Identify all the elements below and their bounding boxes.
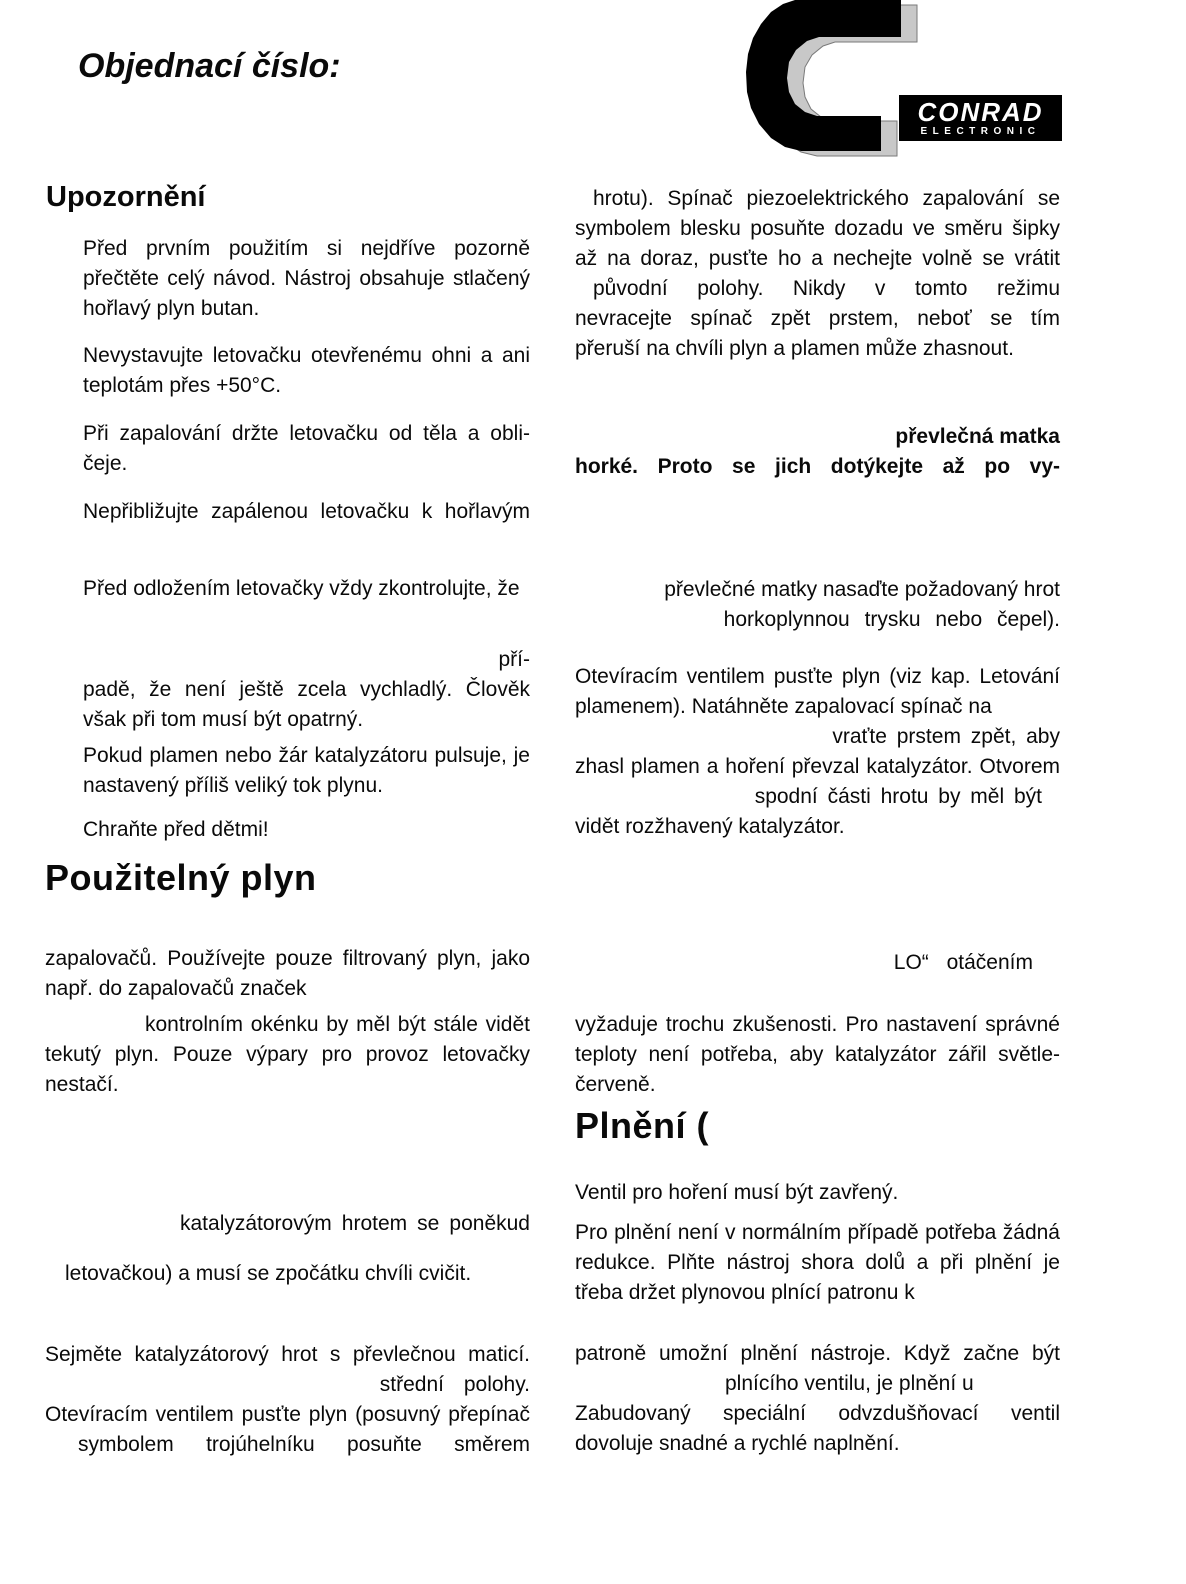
paragraph-line: patroně umožní plnění nástroje. Když začne být bbox=[575, 1342, 1060, 1365]
paragraph: vyžaduje trochu zkušenosti. Pro nastavení správné teploty není potřeba, aby katalyzátor zářil světle-červeně. bbox=[575, 1013, 1060, 1096]
paragraph-line: dovoluje snadné a rychlé naplnění. bbox=[575, 1432, 900, 1455]
paragraph-fragment: převlečná matka bbox=[895, 425, 1060, 448]
paragraph-line: přeruší na chvíli plyn a plamen může zhasnout. bbox=[575, 337, 1014, 360]
order-number-label: Objednací číslo: bbox=[78, 47, 341, 85]
paragraph-line: spodní části hrotu by měl být bbox=[754, 785, 1042, 808]
conrad-brand-text: CONRAD bbox=[917, 96, 1044, 127]
paragraph: Ventil pro hoření musí být zavřený. bbox=[575, 1181, 899, 1204]
paragraph-line: Sejměte katalyzátorový hrot s převlečnou maticí. bbox=[45, 1343, 530, 1366]
paragraph-line: kontrolním okénku by měl být stále vidět bbox=[145, 1013, 530, 1036]
warning-paragraph: Pokud plamen nebo žár katalyzátoru pulsuje, je nastavený příliš veliký tok plynu. bbox=[83, 744, 530, 797]
paragraph-line: vidět rozžhavený katalyzátor. bbox=[575, 815, 845, 838]
paragraph-line: plnícího ventilu, je plnění u bbox=[725, 1372, 974, 1395]
paragraph-line: hrotu). Spínač piezoelektrického zapalování se bbox=[593, 187, 1060, 210]
conrad-electronic-text: ELECTRONIC bbox=[920, 125, 1041, 137]
warning-paragraph: Nepřibližujte zapálenou letovačku k hořlavým bbox=[83, 500, 530, 523]
paragraph-line: až na doraz, pusťte ho a nechejte volně se vrátit bbox=[575, 247, 1060, 270]
paragraph: Pro plnění není v normálním případě potřeba žádná redukce. Plňte nástroj shora dolů a při plnění je třeba držet plynovou plnící patronu k bbox=[575, 1221, 1060, 1304]
paragraph-fragment: pří- bbox=[498, 648, 530, 671]
paragraph-line: katalyzátorovým hrotem se poněkud bbox=[180, 1212, 530, 1235]
paragraph-line: horkoplynnou trysku nebo čepel). bbox=[723, 608, 1060, 631]
warnings-heading: Upozornění bbox=[46, 181, 206, 213]
paragraph-line: původní polohy. Nikdy v tomto režimu bbox=[593, 277, 1060, 300]
warning-paragraph: padě, že není ještě zcela vychladlý. Člověk však při tom musí být opatrný. bbox=[83, 678, 530, 731]
paragraph-line: Otevíracím ventilem pusťte plyn (posuvný přepínač bbox=[45, 1403, 530, 1426]
paragraph-line: symbolem trojúhelníku posuňte směrem bbox=[78, 1433, 530, 1456]
paragraph-line: letovačkou) a musí se zpočátku chvíli cvičit. bbox=[65, 1262, 472, 1285]
paragraph: zapalovačů. Používejte pouze filtrovaný plyn, jako např. do zapalovačů značek bbox=[45, 947, 530, 1000]
paragraph-line: horké. Proto se jich dotýkejte až po vy- bbox=[575, 455, 1060, 478]
warning-paragraph: Při zapalování držte letovačku od těla a obli-čeje. bbox=[83, 422, 530, 475]
paragraph-line: střední polohy. bbox=[379, 1373, 530, 1396]
warning-paragraph: Před odložením letovačky vždy zkontrolujte, že bbox=[83, 577, 520, 600]
paragraph-line: plamenem). Natáhněte zapalovací spínač na bbox=[575, 695, 992, 718]
paragraph-line: zhasl plamen a hoření převzal katalyzátor. Otvorem bbox=[575, 755, 1060, 778]
paragraph-line: vraťte prstem zpět, aby bbox=[832, 725, 1060, 748]
paragraph-line: převlečné matky nasaďte požadovaný hrot bbox=[664, 578, 1060, 601]
conrad-wordmark bbox=[899, 95, 1062, 141]
paragraph-line: Zabudovaný speciální odvzdušňovací ventil bbox=[575, 1402, 1060, 1425]
filling-heading: Plnění ( bbox=[575, 1105, 710, 1146]
usable-gas-heading: Použitelný plyn bbox=[45, 857, 317, 898]
paragraph: tekutý plyn. Pouze výpary pro provoz letovačky nestačí. bbox=[45, 1043, 530, 1096]
paragraph-line: symbolem blesku posuňte dozadu ve směru šipky bbox=[575, 217, 1060, 240]
warning-paragraph: Nevystavujte letovačku otevřenému ohni a ani teplotám přes +50°C. bbox=[83, 344, 530, 397]
paragraph-line: nevracejte spínač zpět prstem, neboť se tím bbox=[575, 307, 1060, 330]
paragraph-fragment: LO“ otáčením bbox=[893, 951, 1033, 974]
warning-paragraph: Před prvním použitím si nejdříve pozorně přečtěte celý návod. Nástroj obsahuje stlačený hořlavý plyn butan. bbox=[83, 237, 530, 320]
paragraph-line: Otevíracím ventilem pusťte plyn (viz kap. Letování bbox=[575, 665, 1060, 688]
warning-paragraph: Chraňte před dětmi! bbox=[83, 818, 269, 841]
